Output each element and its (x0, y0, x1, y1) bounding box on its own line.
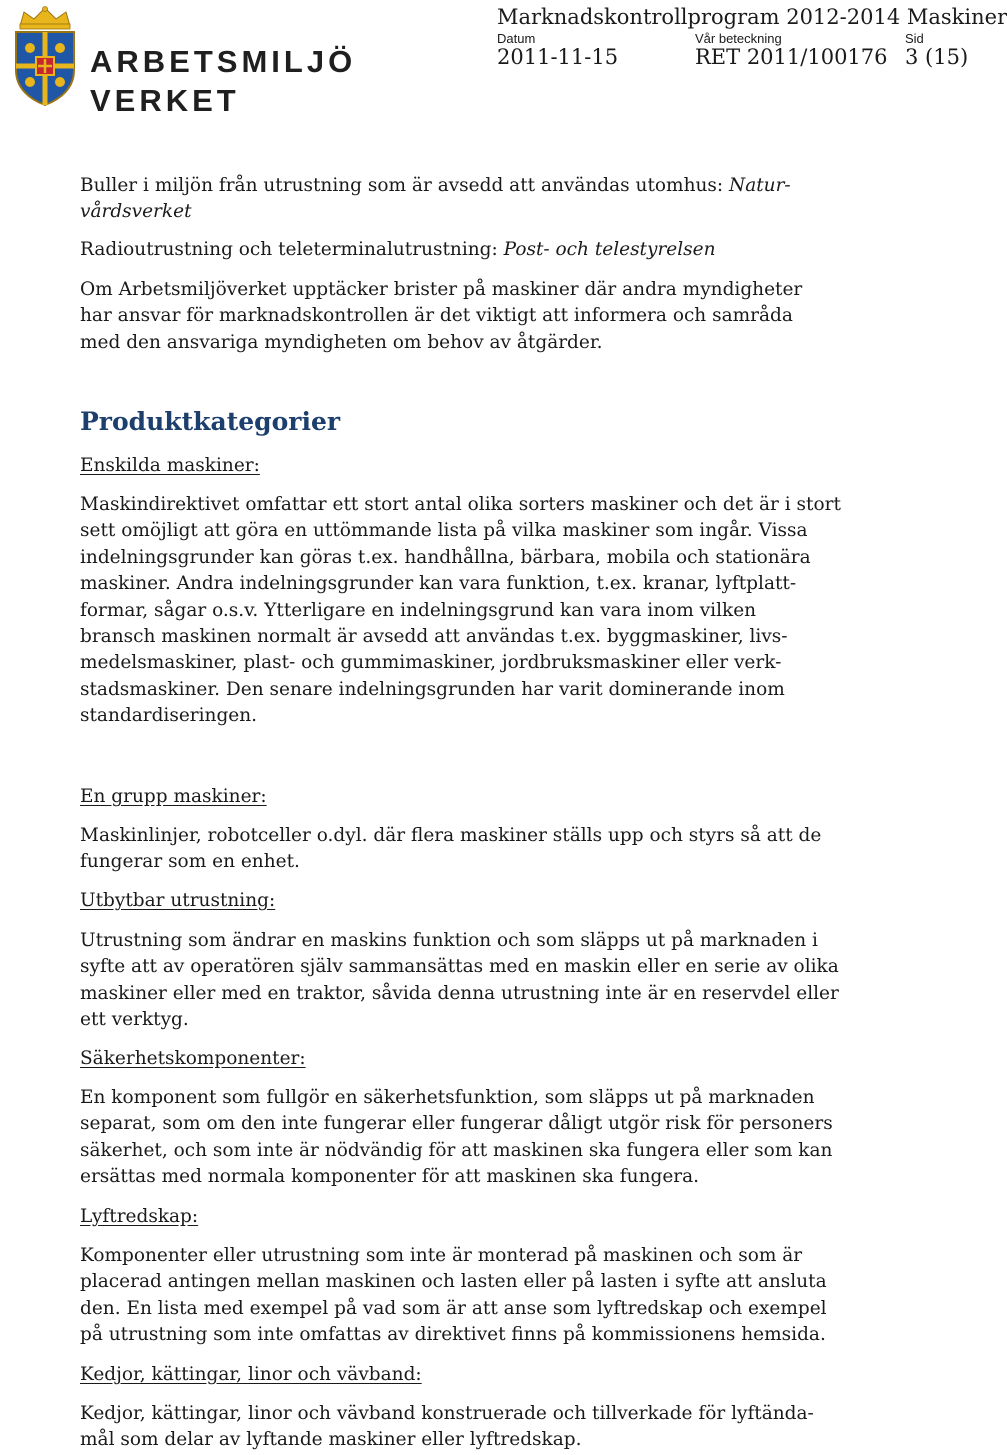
paragraph-line: indelningsgrunder kan göras t.ex. handhållna, bärbara, mobila och stationära (80, 546, 811, 568)
paragraph-line: sett omöjligt att göra en uttömmande lista på vilka maskiner som ingår. Vissa (80, 520, 808, 542)
subsection-title: Kedjor, kättingar, linor och vävband: (80, 1364, 422, 1385)
subsection-title: Enskilda maskiner: (80, 455, 260, 476)
paragraph-line: Kedjor, kättingar, linor och vävband konstruerade och tillverkade för lyftända- (80, 1403, 814, 1424)
paragraph-line: formar, sågar o.s.v. Ytterligare en indelningsgrund kan vara inom vilken (80, 599, 757, 621)
intro-paragraph-radio (80, 237, 850, 263)
agency-name-line1: ARBETSMILJÖ (90, 44, 357, 79)
paragraph-line: på utrustning som inte omfattas av direktivet finns på kommissionens hemsida. (80, 1324, 826, 1346)
subsection-body (80, 1243, 850, 1349)
paragraph-line: maskiner eller med en traktor, såvida denna utrustning inte är en reservdel eller (80, 982, 839, 1004)
subsection-title: Lyftredskap: (80, 1206, 199, 1227)
subsection-body (80, 492, 850, 730)
paragraph-line: mål som delar av lyftande maskiner eller lyftredskap. (80, 1429, 582, 1451)
paragraph-line: separat, som om den inte fungerar eller fungerar dåligt utgör risk för personers (80, 1113, 833, 1135)
subsection-body (80, 1401, 850, 1454)
authority-name: vårdsverket (80, 201, 192, 223)
paragraph-text: Buller i miljön från utrustning som är avsedd att användas utomhus: (80, 175, 730, 196)
agency-crest-logo (6, 4, 84, 108)
paragraph-line: bransch maskinen normalt är avsedd att användas t.ex. byggmaskiner, livs- (80, 626, 788, 648)
date-label: Datum (497, 31, 536, 46)
authority-name: Post- och telestyrelsen (503, 239, 716, 260)
crown-icon (20, 7, 70, 30)
paragraph-line: medelsmaskiner, plast- och gummimaskiner, jordbruksmaskiner eller verk- (80, 652, 782, 674)
paragraph-line: Maskindirektivet omfattar ett stort antal olika sorters maskiner och det är i stort (80, 494, 841, 515)
subsection-body (80, 928, 850, 1034)
intro-paragraph-noise (80, 173, 850, 226)
paragraph-line: maskiner. Andra indelningsgrunder kan vara funktion, t.ex. kranar, lyftplatt- (80, 573, 797, 595)
subsection-title: Säkerhetskomponenter: (80, 1048, 306, 1069)
paragraph-line: Utrustning som ändrar en maskins funktion och som släpps ut på marknaden i (80, 930, 818, 951)
authority-name: Natur- (729, 175, 791, 196)
paragraph-line (80, 173, 850, 199)
subsection-body (80, 1085, 850, 1191)
paragraph-line: syfte att av operatören själv sammansättas med en maskin eller en serie av olika (80, 956, 839, 978)
page-value: 3 (15) (905, 45, 969, 69)
paragraph-line: Komponenter eller utrustning som inte är monterad på maskinen och som är (80, 1245, 803, 1266)
paragraph-line: med den ansvariga myndigheten om behov av åtgärder. (80, 331, 603, 353)
subsection-body (80, 823, 850, 876)
paragraph-line: har ansvar för marknadskontrollen är det viktigt att informera och samråda (80, 305, 793, 327)
section-heading: Produktkategorier (80, 407, 341, 436)
paragraph-line: ett verktyg. (80, 1009, 189, 1031)
paragraph-line: säkerhet, och som inte är nödvändig för att maskinen ska fungera eller som kan (80, 1139, 833, 1161)
paragraph-line (80, 237, 850, 263)
subsection-title: Utbytbar utrustning: (80, 890, 276, 911)
reference-label: Vår beteckning (695, 31, 782, 46)
paragraph-line: ersättas med normala komponenter för att maskinen ska fungera. (80, 1166, 700, 1188)
intro-paragraph-cooperation (80, 277, 850, 356)
agency-name-line2: VERKET (90, 83, 240, 118)
paragraph-line: den. En lista med exempel på vad som är att anse som lyftredskap och exempel (80, 1297, 827, 1319)
paragraph-line: placerad antingen mellan maskinen och lasten eller på lasten i syfte att ansluta (80, 1271, 827, 1293)
paragraph-line: stadsmaskiner. Den senare indelningsgrunden har varit dominerande inom (80, 678, 785, 700)
paragraph-line: standardiseringen. (80, 705, 258, 727)
date-value: 2011-11-15 (497, 45, 619, 69)
document-title: Marknadskontrollprogram 2012-2014 Maskiner (497, 5, 1007, 29)
subsection-title: En grupp maskiner: (80, 786, 267, 807)
paragraph-line: Om Arbetsmiljöverket upptäcker brister på maskiner där andra myndigheter (80, 279, 803, 300)
shield-icon (16, 32, 74, 105)
reference-value: RET 2011/100176 (695, 45, 888, 69)
paragraph-line: En komponent som fullgör en säkerhetsfunktion, som släpps ut på marknaden (80, 1087, 815, 1108)
paragraph-text: Radioutrustning och teleterminalutrustning: (80, 239, 504, 260)
page-label: Sid (905, 31, 924, 46)
paragraph-line: Maskinlinjer, robotceller o.dyl. där flera maskiner ställs upp och styrs så att de (80, 825, 822, 846)
paragraph-line: fungerar som en enhet. (80, 851, 300, 873)
